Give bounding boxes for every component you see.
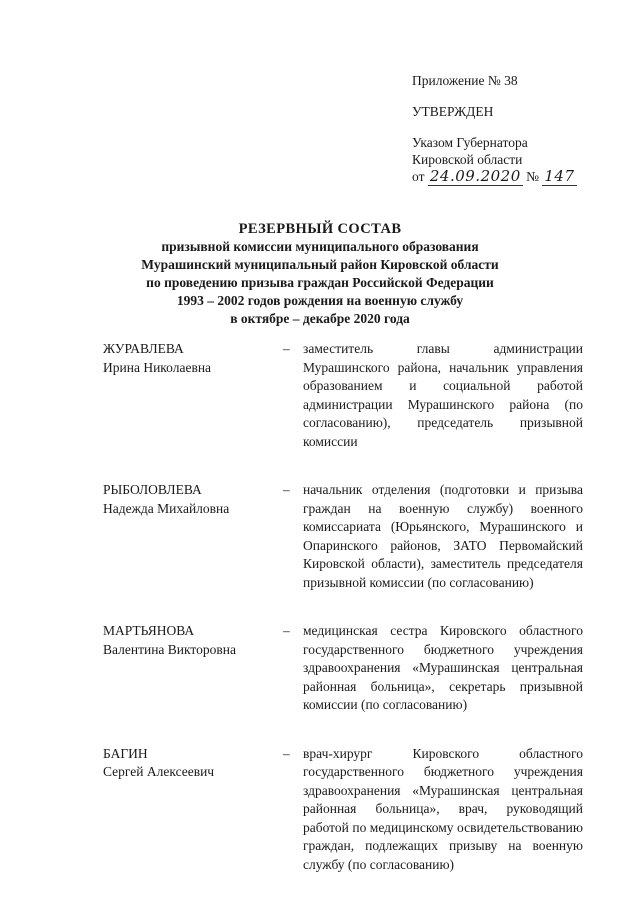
member-surname: БАГИН: [103, 745, 148, 761]
member-name: [103, 340, 283, 451]
decree-line-1: Указом Губернатора: [412, 135, 528, 150]
title-line-3: по проведению призыва граждан Российской Федерации: [146, 275, 494, 290]
decree-number: 147: [544, 167, 575, 185]
member-role: заместитель главы администрации Мурашинского района, начальник управления образованием и социальной работой администрации Мурашинского района (по согласованию), председатель призывной комиссии: [303, 341, 583, 449]
member-dash: –: [283, 623, 290, 638]
decree-date: 24.09.2020: [429, 167, 521, 185]
member-dash: –: [283, 341, 290, 356]
number-label: №: [526, 169, 540, 184]
member-list: [103, 340, 583, 904]
document-title: [60, 220, 580, 328]
member-entry: [103, 340, 583, 451]
member-role: медицинская сестра Кировского областного государственного бюджетного учреждения здравоохранения «Мурашинская центральная районная больница», секретарь призывной комиссии (по согласованию): [303, 623, 583, 712]
member-surname: МАРТЬЯНОВА: [103, 623, 195, 638]
member-dash: –: [283, 745, 290, 761]
member-entry: [103, 745, 583, 875]
approval-block: [412, 72, 612, 185]
member-surname: РЫБОЛОВЛЕВА: [103, 482, 202, 497]
member-role: врач-хирург Кировского областного государственного бюджетного учреждения здравоохранения «Мурашинская центральная районная больница», врач, руководящий работой по медицинскому освидетельствованию граждан, подлежащих призыву на военную службу (по согласованию): [303, 745, 583, 872]
member-dash: –: [283, 482, 290, 497]
member-surname: ЖУРАВЛЕВА: [103, 341, 184, 356]
approved-heading: УТВЕРЖДЕН: [412, 104, 494, 119]
decree-line-2: Кировской области: [412, 152, 523, 167]
date-prefix: от: [412, 169, 425, 184]
appendix-number: Приложение № 38: [412, 73, 518, 88]
member-name: [103, 622, 283, 715]
title-line-2: Мурашинский муниципальный район Кировской области: [141, 257, 499, 272]
member-given-name: Ирина Николаевна: [103, 359, 212, 375]
member-given-name: Сергей Алексеевич: [103, 764, 215, 779]
title-line-4: 1993 – 2002 годов рождения на военную службу: [176, 293, 464, 308]
member-entry: [103, 481, 583, 592]
title-main: РЕЗЕРВНЫЙ СОСТАВ: [238, 221, 402, 237]
title-line-5: в октябре – декабре 2020 года: [230, 311, 410, 326]
member-name: [103, 745, 283, 875]
decree-date-line: [412, 168, 612, 185]
member-given-name: Валентина Викторовна: [103, 641, 236, 657]
member-name: [103, 481, 283, 592]
member-given-name: Надежда Михайловна: [103, 500, 230, 516]
member-entry: [103, 622, 583, 715]
member-role: начальник отделения (подготовки и призыва граждан на военную службу) военного комиссариата (Юрьянского, Мурашинского и Опаринского районов, ЗАТО Первомайский Кировской области), заместитель председателя призывной комиссии (по согласованию): [303, 482, 583, 590]
title-line-1: призывной комиссии муниципального образования: [161, 239, 479, 254]
